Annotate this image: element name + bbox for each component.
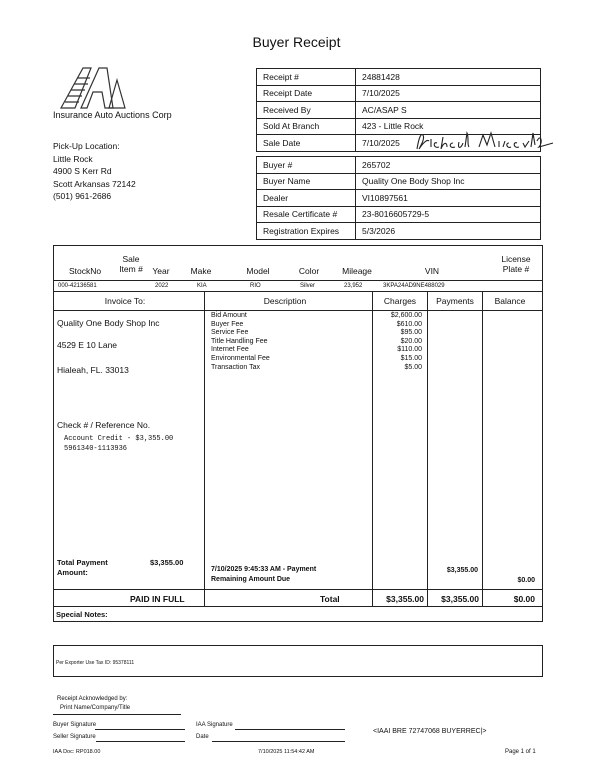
page-number: Page 1 of 1 [505, 749, 536, 755]
col-balance: Balance [494, 296, 526, 306]
column-line [204, 291, 205, 606]
column-line [482, 291, 483, 606]
fee-charge: $95.00 [400, 329, 422, 337]
table-row [257, 190, 541, 207]
payment-line: 7/10/2025 9:45:33 AM - Payment [211, 566, 317, 573]
print-name-label: Print Name/Company/Title [60, 705, 131, 711]
col-charges: Charges [383, 296, 417, 306]
fee-charges [372, 312, 422, 372]
printed-timestamp: 7/10/2025 11:54:42 AM [258, 749, 315, 755]
signature-line [212, 741, 345, 742]
vehicle-mileage: 23,952 [344, 283, 363, 289]
col-plate: License Plate # [501, 254, 531, 274]
buyer-value: Quality One Body Shop Inc [356, 173, 541, 190]
total-balance: $0.00 [513, 594, 535, 604]
invoice-to-city: Hialeah, FL. 33013 [57, 365, 129, 375]
col-mileage: Mileage [342, 266, 372, 276]
tax-line: Per Exporter Use Tax ID: 95378111 [56, 660, 135, 666]
column-line [427, 291, 428, 606]
vehicle-color: Silver [300, 283, 316, 289]
divider [53, 606, 542, 607]
buyer-signature-label: Buyer Signature [53, 722, 97, 728]
page-title: Buyer Receipt [252, 34, 341, 50]
buyer-label: Registration Expires [257, 223, 356, 240]
payment-value: $3,355.00 [446, 567, 478, 574]
fee-desc: Transaction Tax [211, 363, 261, 371]
col-model: Model [246, 266, 270, 276]
divider [53, 589, 542, 590]
fee-desc: Buyer Fee [211, 320, 244, 328]
fee-charge: $20.00 [400, 337, 422, 345]
vehicle-year: 2022 [155, 283, 169, 289]
receipt-value: AC/ASAP S [356, 102, 541, 119]
buyer-label: Buyer Name [257, 173, 356, 190]
table-row [257, 223, 541, 240]
total-payments: $3,355.00 [441, 594, 479, 604]
iaa-logo [53, 62, 131, 112]
col-color: Color [298, 266, 320, 276]
table-row [257, 85, 541, 102]
pickup-phone: (501) 961-2686 [53, 191, 112, 201]
receipt-label: Receipt Date [257, 85, 356, 102]
receipt-label: Receipt # [257, 69, 356, 86]
receipt-value: 24881428 [356, 69, 541, 86]
fee-descriptions [211, 312, 270, 372]
receipt-label: Sale Date [257, 135, 356, 152]
total-charges: $3,355.00 [386, 594, 424, 604]
fee-charge: $5.00 [404, 363, 422, 371]
ack-label: Receipt Acknowledged by: [57, 696, 128, 702]
col-year: Year [152, 266, 170, 276]
signature-line [96, 741, 185, 742]
fee-charge: $610.00 [396, 320, 422, 328]
table-row [257, 173, 541, 190]
col-make: Make [190, 266, 212, 276]
col-invoice-to: Invoice To: [104, 296, 146, 306]
doc-code: IAA Doc: RP018.00 [53, 749, 101, 755]
buyer-value: 265702 [356, 157, 541, 174]
total-label: Total [320, 594, 340, 604]
pickup-name: Little Rock [53, 153, 93, 164]
invoice-to-name: Quality One Body Shop Inc [57, 318, 160, 328]
col-description: Description [263, 296, 307, 306]
fee-desc: Internet Fee [211, 346, 249, 354]
fee-charge: $2,600.00 [390, 312, 422, 319]
buyer-info-table [256, 156, 541, 240]
vehicle-stock: 000-42136581 [58, 283, 97, 289]
table-row [257, 206, 541, 223]
col-sale-item: Sale Item # [119, 254, 143, 274]
table-row [257, 102, 541, 119]
table-row [257, 69, 541, 86]
table-row [257, 157, 541, 174]
divider [53, 714, 181, 715]
special-notes-label: Special Notes: [56, 610, 108, 619]
divider [53, 280, 542, 281]
pickup-city: Scott Arkansas 72142 [53, 178, 136, 189]
iaa-signature-label: IAA Signature [196, 722, 233, 728]
total-payment-label: Total Payment [57, 558, 108, 567]
buyer-value: 23-8016605729-5 [356, 206, 541, 223]
signature-line [235, 729, 345, 730]
receipt-value: 7/10/2025 [356, 135, 541, 152]
col-payments: Payments [436, 296, 474, 306]
barcode-text: <IAAI BRE 72747068 BUYERREC|> [373, 728, 487, 735]
receipt-value: 7/10/2025 [356, 85, 541, 102]
pickup-street: 4900 S Kerr Rd [53, 166, 112, 176]
col-stockno: StockNo [68, 266, 102, 276]
total-payment-value: $3,355.00 [150, 558, 184, 567]
company-name: Insurance Auto Auctions Corp [53, 110, 172, 120]
receipt-label: Sold At Branch [257, 118, 356, 135]
date-label: Date [196, 734, 209, 740]
remaining-value: $0.00 [517, 577, 535, 584]
divider [53, 291, 542, 292]
signature-line [95, 729, 185, 730]
col-vin: VIN [424, 266, 440, 276]
vehicle-make: KIA [197, 283, 207, 289]
receipt-value: 423 - Little Rock [356, 118, 541, 135]
vehicle-model: RIO [250, 283, 261, 289]
amount-label: Amount: [57, 568, 88, 577]
buyer-label: Dealer [257, 190, 356, 207]
fee-charge: $15.00 [400, 354, 422, 362]
pickup-label: Pick-Up Location: [53, 141, 120, 151]
fee-desc: Service Fee [211, 329, 249, 337]
buyer-value: VI10897561 [356, 190, 541, 207]
buyer-value: 5/3/2026 [356, 223, 541, 240]
reference-line: 5961340-1113936 [64, 445, 128, 453]
remaining-line: Remaining Amount Due [211, 576, 291, 583]
receipt-label: Received By [257, 102, 356, 119]
handwritten-signature [413, 129, 563, 155]
pickup-location [53, 140, 136, 203]
divider [53, 310, 542, 311]
check-reference-label: Check # / Reference No. [57, 420, 151, 430]
buyer-label: Resale Certificate # [257, 206, 356, 223]
buyer-label: Buyer # [257, 157, 356, 174]
invoice-to-street: 4529 E 10 Lane [57, 340, 118, 350]
fee-desc: Title Handling Fee [211, 337, 268, 345]
vehicle-vin: 3KPA24AD9NE488029 [383, 283, 445, 289]
fee-desc: Bid Amount [211, 312, 247, 319]
seller-signature-label: Seller Signature [53, 734, 96, 740]
reference-line: Account Credit - $3,355.00 [64, 435, 174, 443]
paid-in-full: PAID IN FULL [130, 594, 185, 604]
fee-desc: Environmental Fee [211, 354, 270, 362]
fee-charge: $110.00 [397, 346, 422, 354]
